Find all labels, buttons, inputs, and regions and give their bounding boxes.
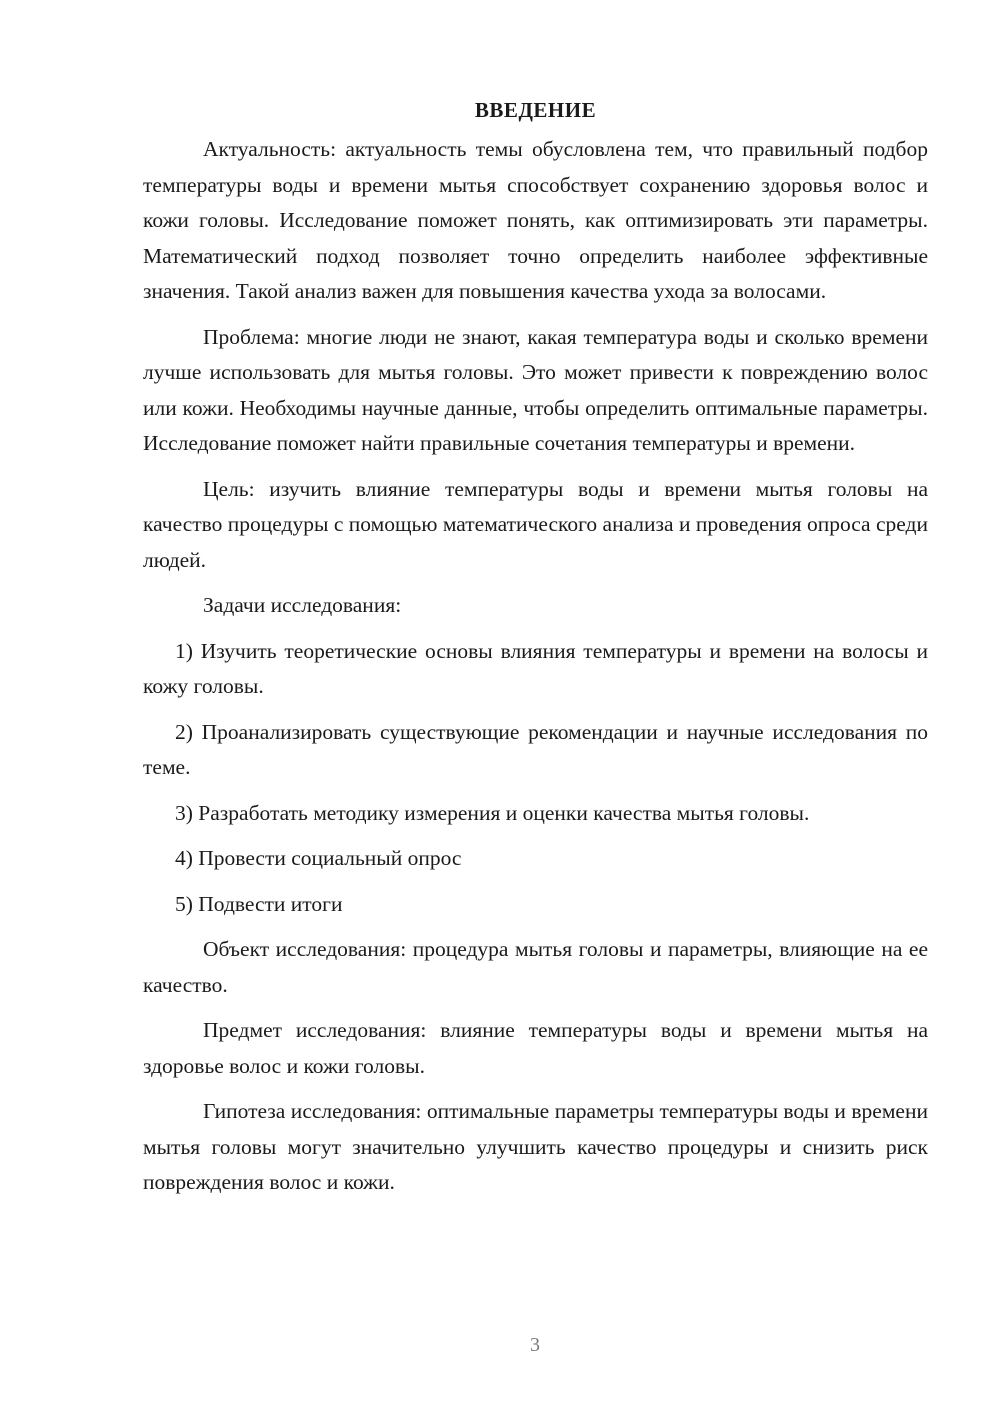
page-number: 3 bbox=[530, 1334, 540, 1356]
subject-paragraph: Предмет исследования: влияние температуры воды и времени мытья на здоровье волос и кожи головы. bbox=[143, 1018, 928, 1078]
task-item: 4) Провести социальный опрос bbox=[175, 846, 462, 870]
task-item: 2) Проанализировать существующие рекомендации и научные исследования по теме. bbox=[143, 719, 928, 779]
problem-paragraph: Проблема: многие люди не знают, какая температура воды и сколько времени лучше использовать для мытья головы. Это может привести к повреждению волос или кожи. Необходимы научные данные, чтобы определить оптимальные параметры. Исследование поможет найти правильные сочетания температуры и времени. bbox=[143, 324, 928, 455]
task-item: 3) Разработать методику измерения и оценки качества мытья головы. bbox=[175, 800, 810, 825]
relevance-paragraph: Актуальность: актуальность темы обусловлена тем, что правильный подбор температуры воды и времени мытья способствует сохранению здоровья волос и кожи головы. Исследование поможет понять, как оптимизировать эти параметры. Математический подход позволяет точно определить наиболее эффективные значения. Такой анализ важен для повышения качества ухода за волосами. bbox=[143, 137, 928, 303]
page-body bbox=[143, 96, 928, 1211]
tasks-heading: Задачи исследования: bbox=[203, 593, 402, 617]
object-paragraph: Объект исследования: процедура мытья головы и параметры, влияющие на ее качество. bbox=[143, 937, 928, 997]
goal-paragraph: Цель: изучить влияние температуры воды и времени мытья головы на качество процедуры с помощью математического анализа и проведения опроса среди людей. bbox=[143, 476, 928, 572]
task-item: 1) Изучить теоретические основы влияния температуры и времени на волосы и кожу головы. bbox=[143, 638, 928, 698]
task-item: 5) Подвести итоги bbox=[175, 891, 343, 916]
hypothesis-paragraph: Гипотеза исследования: оптимальные параметры температуры воды и времени мытья головы могут значительно улучшить качество процедуры и снизить риск повреждения волос и кожи. bbox=[143, 1099, 928, 1194]
page-title: ВВЕДЕНИЕ bbox=[474, 98, 597, 122]
